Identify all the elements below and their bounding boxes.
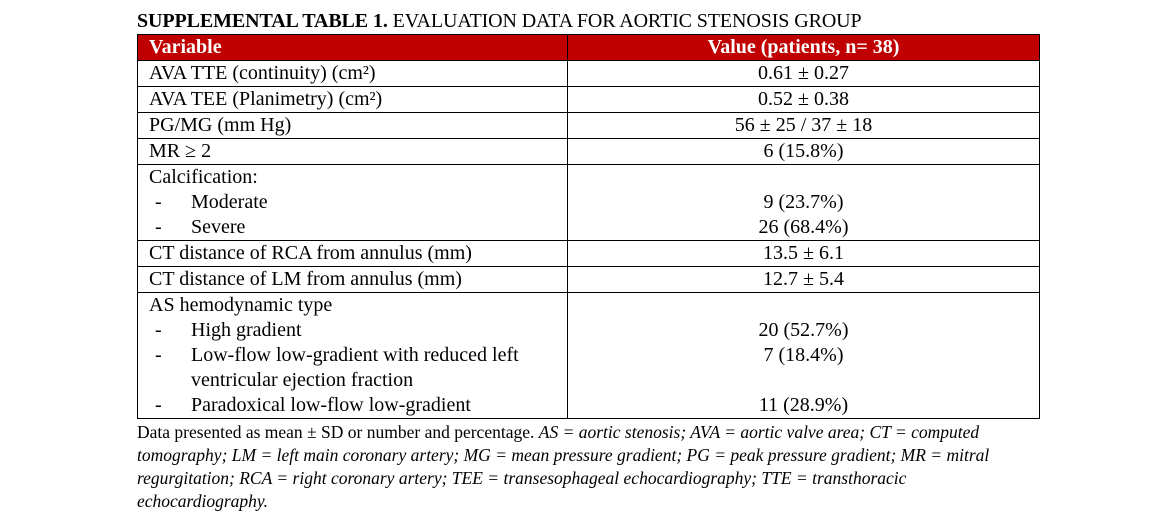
- row-value: 12.7 ± 5.4: [568, 267, 1040, 293]
- table-row-hemodynamic-type: [138, 293, 1040, 419]
- row-label: AVA TEE (Planimetry) (cm²): [138, 87, 568, 113]
- table-row: [138, 61, 1040, 87]
- variable-column-header: Variable: [138, 35, 568, 61]
- table-row: [138, 87, 1040, 113]
- sub-item-label: Severe: [191, 216, 246, 238]
- table-footnote: [137, 421, 1039, 513]
- evaluation-table: [137, 34, 1040, 419]
- sub-item-value: 9 (23.7%): [763, 191, 844, 213]
- row-value: 13.5 ± 6.1: [568, 241, 1040, 267]
- row-value: 56 ± 25 / 37 ± 18: [568, 113, 1040, 139]
- table-row: [138, 139, 1040, 165]
- row-value: 0.61 ± 0.27: [568, 61, 1040, 87]
- dash-marker: -: [155, 344, 162, 366]
- row-value: 6 (15.8%): [568, 139, 1040, 165]
- table-title-number: SUPPLEMENTAL TABLE 1.: [137, 10, 388, 32]
- sub-item: [149, 393, 567, 418]
- sub-item-label-line: ventricular ejection fraction: [191, 369, 414, 391]
- table-row: [138, 267, 1040, 293]
- sub-item-value: 7 (18.4%): [763, 344, 844, 366]
- sub-item: [149, 343, 567, 393]
- sub-item-value: 26 (68.4%): [758, 216, 849, 238]
- row-label-group: [138, 293, 568, 419]
- document: [137, 8, 1039, 513]
- sub-item-value: 11 (28.9%): [758, 394, 849, 416]
- footnote-intro: Data presented as mean ± SD or number and percentage.: [137, 422, 539, 442]
- sub-item-label-line: Low-flow low-gradient with reduced left: [191, 344, 519, 366]
- row-label: CT distance of RCA from annulus (mm): [138, 241, 568, 267]
- sub-item: [149, 318, 567, 343]
- group-heading: Calcification:: [149, 166, 258, 188]
- table-row: [138, 113, 1040, 139]
- row-value-group: [568, 293, 1040, 419]
- table-title: [137, 8, 1039, 34]
- sub-item-label: Paradoxical low-flow low-gradient: [191, 394, 471, 416]
- sub-item: [149, 190, 567, 215]
- sub-item-label: [191, 343, 567, 393]
- sub-item-label: Moderate: [191, 191, 268, 213]
- row-value: 0.52 ± 0.38: [568, 87, 1040, 113]
- dash-marker: -: [155, 191, 162, 213]
- row-label: MR ≥ 2: [138, 139, 568, 165]
- footnote-abbreviations: AS = aortic stenosis; AVA = aortic valve area; CT = computed tomography; LM = left main coronary artery; MG = mean pressure gradient; PG = peak pressure gradient; MR = mitral regurgitation; RCA = right coronary artery; TEE = transesophageal echocardiography; TTE = transthoracic echocardiography.: [137, 422, 990, 511]
- row-label: AVA TTE (continuity) (cm²): [138, 61, 568, 87]
- table-row: [138, 241, 1040, 267]
- value-column-header: Value (patients, n= 38): [568, 35, 1040, 61]
- group-heading: AS hemodynamic type: [149, 294, 333, 316]
- sub-item: [149, 215, 567, 240]
- dash-marker: -: [155, 319, 162, 341]
- row-label: CT distance of LM from annulus (mm): [138, 267, 568, 293]
- sub-item-label: High gradient: [191, 319, 302, 341]
- table-row-calcification: [138, 165, 1040, 241]
- dash-marker: -: [155, 216, 162, 238]
- row-label-group: [138, 165, 568, 241]
- row-label: PG/MG (mm Hg): [138, 113, 568, 139]
- row-value-group: [568, 165, 1040, 241]
- dash-marker: -: [155, 394, 162, 416]
- sub-item-value: 20 (52.7%): [758, 319, 849, 341]
- table-title-text: EVALUATION DATA FOR AORTIC STENOSIS GROUP: [387, 10, 862, 32]
- table-header-row: [138, 35, 1040, 61]
